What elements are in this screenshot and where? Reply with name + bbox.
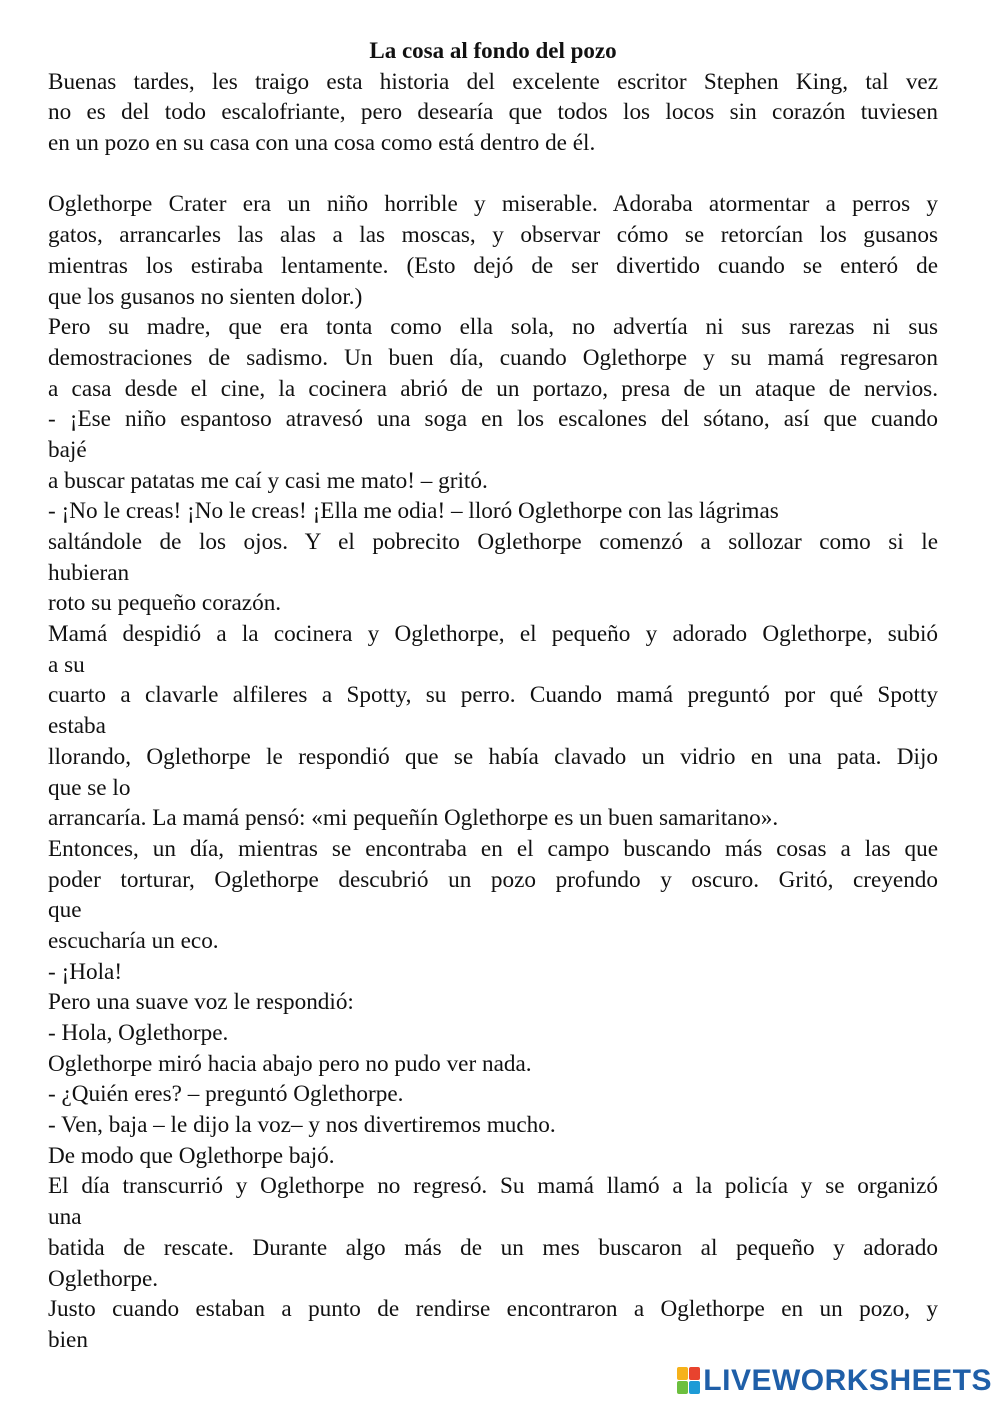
text-line: Justo cuando estaban a punto de rendirse encontraron a Oglethorpe en un pozo, y [48, 1296, 938, 1323]
text-line: a casa desde el cine, la cocinera abrió de un portazo, presa de un ataque de nervios. [48, 375, 938, 402]
document-title: La cosa al fondo del pozo [369, 38, 617, 63]
text-line: Oglethorpe miró hacia abajo pero no pudo ver nada. [48, 1050, 532, 1077]
text-line: batida de rescate. Durante algo más de un mes buscaron al pequeño y adorado [48, 1234, 938, 1261]
text-line: Oglethorpe. [48, 1265, 159, 1292]
blank-line [48, 159, 938, 190]
text-line: que los gusanos no sienten dolor.) [48, 283, 363, 310]
liveworksheets-logo-icon [677, 1367, 701, 1395]
text-line: que se lo [48, 774, 131, 801]
text-line: - Hola, Oglethorpe. [48, 1020, 229, 1047]
story-text [48, 67, 938, 1356]
text-line: escucharía un eco. [48, 927, 219, 954]
text-line: - ¿Quién eres? – preguntó Oglethorpe. [48, 1081, 404, 1108]
text-line: a buscar patatas me caí y casi me mato! – gritó. [48, 467, 488, 494]
text-line: saltándole de los ojos. Y el pobrecito Oglethorpe comenzó a sollozar como si le [48, 529, 938, 556]
logo-text: LIVEWORKSHEETS [703, 1364, 992, 1397]
text-line: - Ven, baja – le dijo la voz– y nos divertiremos mucho. [48, 1112, 556, 1139]
text-line: Oglethorpe Crater era un niño horrible y miserable. Adoraba atormentar a perros y [48, 191, 938, 218]
text-line: que [48, 897, 82, 924]
text-line: en un pozo en su casa con una cosa como está dentro de él. [48, 130, 596, 157]
text-line: llorando, Oglethorpe le respondió que se había clavado un vidrio en una pata. Dijo [48, 743, 938, 770]
text-line: De modo que Oglethorpe bajó. [48, 1142, 335, 1169]
text-line: Pero su madre, que era tonta como ella sola, no advertía ni sus rarezas ni sus [48, 314, 938, 341]
text-line: hubieran [48, 559, 130, 586]
text-line: bien [48, 1326, 88, 1353]
text-line: Pero una suave voz le respondió: [48, 989, 354, 1016]
text-line: - ¡No le creas! ¡No le creas! ¡Ella me odia! – lloró Oglethorpe con las lágrimas [48, 498, 779, 525]
text-line: bajé [48, 436, 87, 463]
text-line: demostraciones de sadismo. Un buen día, cuando Oglethorpe y su mamá regresaron [48, 344, 938, 371]
text-line: Buenas tardes, les traigo esta historia del excelente escritor Stephen King, tal vez [48, 68, 938, 95]
text-line: a su [48, 651, 85, 678]
text-line: cuarto a clavarle alfileres a Spotty, su perro. Cuando mamá preguntó por qué Spotty [48, 682, 938, 709]
liveworksheets-logo[interactable] [677, 1363, 992, 1399]
text-line: no es del todo escalofriante, pero desearía que todos los locos sin corazón tuviesen [48, 99, 938, 126]
text-line: estaba [48, 713, 106, 740]
text-line: una [48, 1204, 82, 1231]
worksheet-page [48, 36, 938, 1356]
text-line: roto su pequeño corazón. [48, 590, 282, 617]
text-line: arrancaría. La mamá pensó: «mi pequeñín Oglethorpe es un buen samaritano». [48, 805, 779, 832]
text-line: - ¡Hola! [48, 958, 123, 985]
text-line: - ¡Ese niño espantoso atravesó una soga en los escalones del sótano, así que cuando [48, 406, 938, 433]
text-line: mientras los estiraba lentamente. (Esto dejó de ser divertido cuando se enteró de [48, 252, 938, 279]
text-line: poder torturar, Oglethorpe descubrió un pozo profundo y oscuro. Gritó, creyendo [48, 866, 938, 893]
text-line: El día transcurrió y Oglethorpe no regresó. Su mamá llamó a la policía y se organizó [48, 1173, 938, 1200]
text-line: gatos, arrancarles las alas a las moscas, y observar cómo se retorcían los gusanos [48, 222, 938, 249]
text-line: Entonces, un día, mientras se encontraba en el campo buscando más cosas a las que [48, 835, 938, 862]
text-line: Mamá despidió a la cocinera y Oglethorpe, el pequeño y adorado Oglethorpe, subió [48, 621, 938, 648]
